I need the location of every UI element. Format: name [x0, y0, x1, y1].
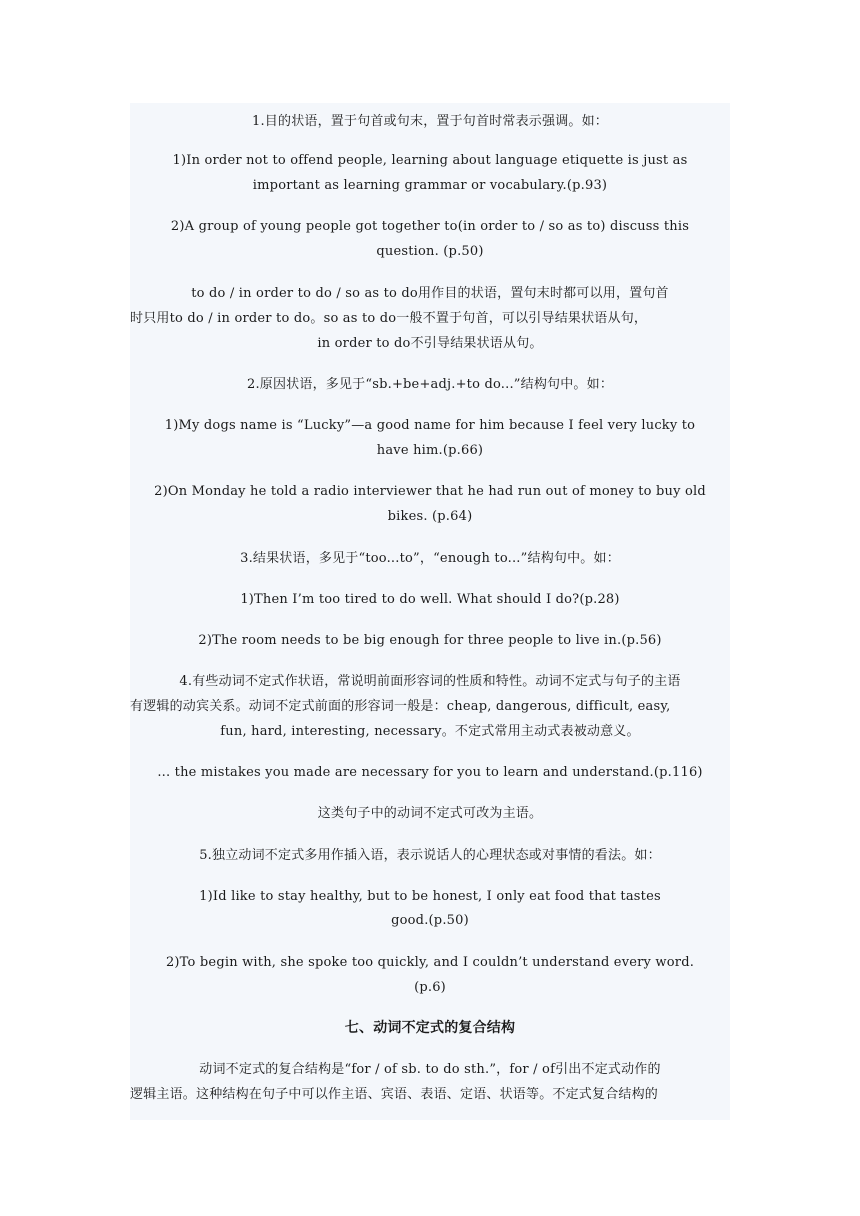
explanation-line: to do / in order to do / so as to do用作目的状语，置句末时都可以用，置句首: [191, 286, 669, 301]
explanation-line: 时只用to do / in order to do。so as to do一般不置于句首，可以引导结果状语从句，: [130, 311, 648, 326]
document-content: [130, 103, 730, 1120]
example-line: 2)The room needs to be big enough for three people to live in.(p.56): [198, 633, 662, 648]
example-line: 1)My dogs name is “Lucky”—a good name for him because I feel very lucky to: [164, 418, 696, 433]
section-heading: 七、动词不定式的复合结构: [344, 1020, 516, 1036]
example-line: have him.(p.66): [376, 443, 484, 458]
explanation-line: 动词不定式的复合结构是“for / of sb. to do sth.”，for / of引出不定式动作的: [199, 1062, 661, 1077]
example-line: good.(p.50): [391, 913, 469, 928]
example-line: important as learning grammar or vocabulary.(p.93): [252, 178, 608, 193]
example-line: 1)In order not to offend people, learning about language etiquette is just as: [172, 153, 688, 168]
example-line: 2)To begin with, she spoke too quickly, and I couldn’t understand every word.: [165, 955, 695, 970]
explanation-line: 逻辑主语。这种结构在句子中可以作主语、宾语、表语、定语、状语等。不定式复合结构的: [130, 1087, 659, 1102]
example-line: 1)Then I’m too tired to do well. What should I do?(p.28): [240, 592, 620, 607]
reason-adverbial-heading: 2.原因状语，多见于“sb.+be+adj.+to do...”结构句中。如：: [246, 377, 614, 392]
result-adverbial-heading: 3.结果状语，多见于“too...to”，“enough to...”结构句中。如：: [240, 551, 620, 566]
example-line: ... the mistakes you made are necessary for you to learn and understand.(p.116): [157, 765, 703, 780]
explanation-line: fun, hard, interesting, necessary。不定式常用主动式表被动意义。: [220, 724, 640, 739]
purpose-adverbial-heading: 1.目的状语，置于句首或句末，置于句首时常表示强调。如：: [251, 114, 608, 129]
example-line: 2)On Monday he told a radio interviewer that he had run out of money to buy old: [154, 484, 706, 499]
explanation-line: in order to do不引导结果状语从句。: [317, 336, 543, 351]
independent-infinitive-heading: 5.独立动词不定式多用作插入语，表示说话人的心理状态或对事情的看法。如：: [199, 848, 661, 863]
example-line: (p.6): [414, 980, 446, 995]
adjective-infinitive-heading: 4.有些动词不定式作状语，常说明前面形容词的性质和特性。动词不定式与句子的主语: [179, 674, 681, 689]
example-line: 2)A group of young people got together to(in order to / so as to) discuss this: [170, 219, 690, 234]
explanation-line: 有逻辑的动宾关系。动词不定式前面的形容词一般是：cheap, dangerous, difficult, easy,: [130, 699, 671, 714]
explanation-line: 这类句子中的动词不定式可改为主语。: [317, 806, 543, 821]
example-line: question. (p.50): [376, 244, 484, 259]
example-line: 1)Id like to stay healthy, but to be honest, I only eat food that tastes: [199, 889, 661, 904]
example-line: bikes. (p.64): [387, 509, 473, 524]
